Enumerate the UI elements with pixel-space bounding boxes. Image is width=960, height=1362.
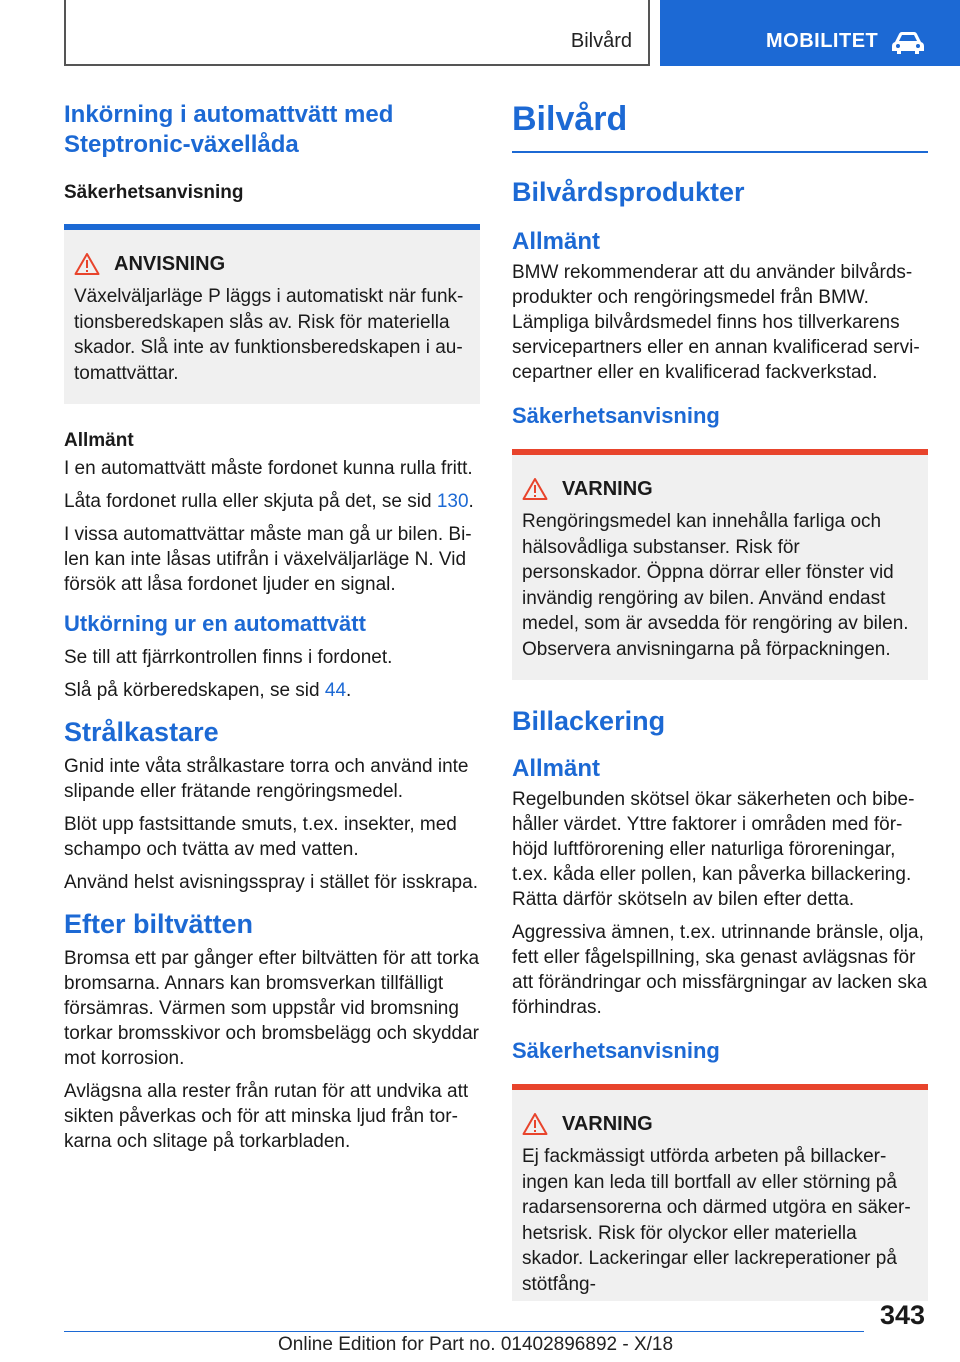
notice-title <box>74 252 470 276</box>
page-header <box>0 0 960 66</box>
warning-label-2: VARNING <box>562 1112 653 1135</box>
warning-box-2 <box>512 1084 928 1301</box>
exit-paragraph-2-end: . <box>346 680 352 701</box>
safety-heading-2: Säkerhetsanvisning <box>512 1038 720 1063</box>
warning-label-1: VARNING <box>562 477 653 500</box>
headlights-paragraph-2: Blöt upp fastsittande smuts, t.ex. insekter, med schampo och tvätta av med vatten. <box>64 814 457 860</box>
warning-triangle-icon <box>74 252 100 276</box>
warning-box-1 <box>512 449 928 680</box>
headlights-paragraph-1: Gnid inte våta strålkastare torra och använd inte slipande eller frätande rengöringsmedel. <box>64 756 469 802</box>
warning-triangle-icon <box>522 477 548 501</box>
safety-heading: Säkerhetsanvisning <box>64 182 244 203</box>
products-heading: Bilvårdsprodukter <box>512 177 745 207</box>
notice-label: ANVISNING <box>114 252 226 275</box>
footer-divider <box>64 1331 864 1332</box>
left-column <box>64 100 480 1162</box>
general-heading: Allmänt <box>64 430 134 451</box>
exit-heading: Utkörning ur en automattvätt <box>64 611 366 636</box>
warning-text-2: Ej fackmässigt utförda arbeten på billackeringen kan leda till bortfall av eller störning på radarsensorerna och därmed utgöra en säkerhetsrisk. Risk för olyckor eller materiella skador. Lackeringar eller lackreperationer på stötfång- <box>522 1146 911 1295</box>
general-paragraph-2 <box>64 489 480 514</box>
after-wash-paragraph-1: Bromsa ett par gånger efter biltvätten för att torka bromsarna. Annars kan bromsverkan tillfälligt försämras. Värmen som uppstår vid bromsning torkar bromsskivor och bromsbelägg och skyddar mot korrosion. <box>64 948 480 1069</box>
page-link-44[interactable]: 44 <box>324 680 347 701</box>
paint-heading: Billackering <box>512 706 666 736</box>
headlights-paragraph-3: Använd helst avisningsspray i stället för isskrapa. <box>64 872 478 893</box>
paint-general-heading: Allmänt <box>512 755 601 782</box>
products-general-heading: Allmänt <box>512 228 601 255</box>
general-paragraph-2-text: Låta fordonet rulla eller skjuta på det, se sid <box>64 491 437 512</box>
notice-text: Växelväljarläge P läggs i automatiskt när funktionsberedskapen slås av. Risk för materiella skador. Slå inte av funktionsberedskapen i automattvättar. <box>74 286 464 384</box>
products-paragraph: BMW rekommenderar att du använder bilvårdsprodukter och rengöringsmedel från BMW. Lämpliga bilvårdsmedel finns hos tillverkarens servicepartners eller en annan kvalificerad servicepartner eller en kvalificerad fackverkstad. <box>512 262 920 383</box>
exit-paragraph-1: Se till att fjärrkontrollen finns i fordonet. <box>64 647 393 668</box>
after-wash-paragraph-2: Avlägsna alla rester från rutan för att undvika att sikten påverkas och för att minska ljud från torkarna och slitage på torkarbladen. <box>64 1081 469 1152</box>
chapter-tab <box>660 0 960 66</box>
page-number: 343 <box>880 1300 926 1330</box>
safety-heading-1: Säkerhetsanvisning <box>512 403 720 428</box>
general-paragraph-2-end: . <box>468 491 474 512</box>
right-column <box>512 100 928 1327</box>
general-paragraph-3: I vissa automattvättar måste man gå ur bilen. Bilen kan inte låsas utifrån i växelväljarläge N. Vid försök att låsa fordonet ljuder en signal. <box>64 524 472 595</box>
paint-paragraph-2: Aggressiva ämnen, t.ex. utrinnande bränsle, olja, fett eller fågelspillning, ska genast avlägsnas för att förändringar och missfärgningar av lacken ska förhindras. <box>512 922 928 1018</box>
notice-box <box>64 224 480 404</box>
warning-title-1 <box>522 477 918 501</box>
car-icon <box>890 30 926 56</box>
section-tab <box>64 0 650 66</box>
headlights-heading: Strålkastare <box>64 717 219 747</box>
after-wash-heading: Efter biltvätten <box>64 909 254 939</box>
exit-paragraph-2 <box>64 678 480 703</box>
exit-paragraph-2-text: Slå på körberedskapen, se sid <box>64 680 325 701</box>
chapter-heading: Bilvård <box>512 100 928 153</box>
paint-paragraph-1: Regelbunden skötsel ökar säkerheten och bibehåller värdet. Yttre faktorer i områden med förhöjd luftförorening eller naturliga föroreningar, t.ex. kåda eller pollen, kan påverka billackering. Rätta därför skötseln av bilen efter detta. <box>512 789 915 910</box>
chapter-title: MOBILITET <box>766 30 879 52</box>
warning-triangle-icon <box>522 1112 548 1136</box>
car-wash-heading: Inkörning i automattvätt med Steptronic-växellåda <box>64 101 394 158</box>
edition-footer: Online Edition for Part no. 01402896892 - X/18 <box>278 1334 674 1355</box>
warning-title-2 <box>522 1112 918 1136</box>
warning-text-1: Rengöringsmedel kan innehålla farliga och hälsovådliga substanser. Risk för personskador. Öppna dörrar eller fönster vid invändig rengöring av bilen. Använd endast medel, som är avsedda för rengöring av bilen. Observera anvisningarna på förpackningen. <box>522 511 909 660</box>
general-paragraph-1: I en automattvätt måste fordonet kunna rulla fritt. <box>64 458 473 479</box>
section-title: Bilvård <box>570 30 632 52</box>
page-link-130[interactable]: 130 <box>436 491 469 512</box>
